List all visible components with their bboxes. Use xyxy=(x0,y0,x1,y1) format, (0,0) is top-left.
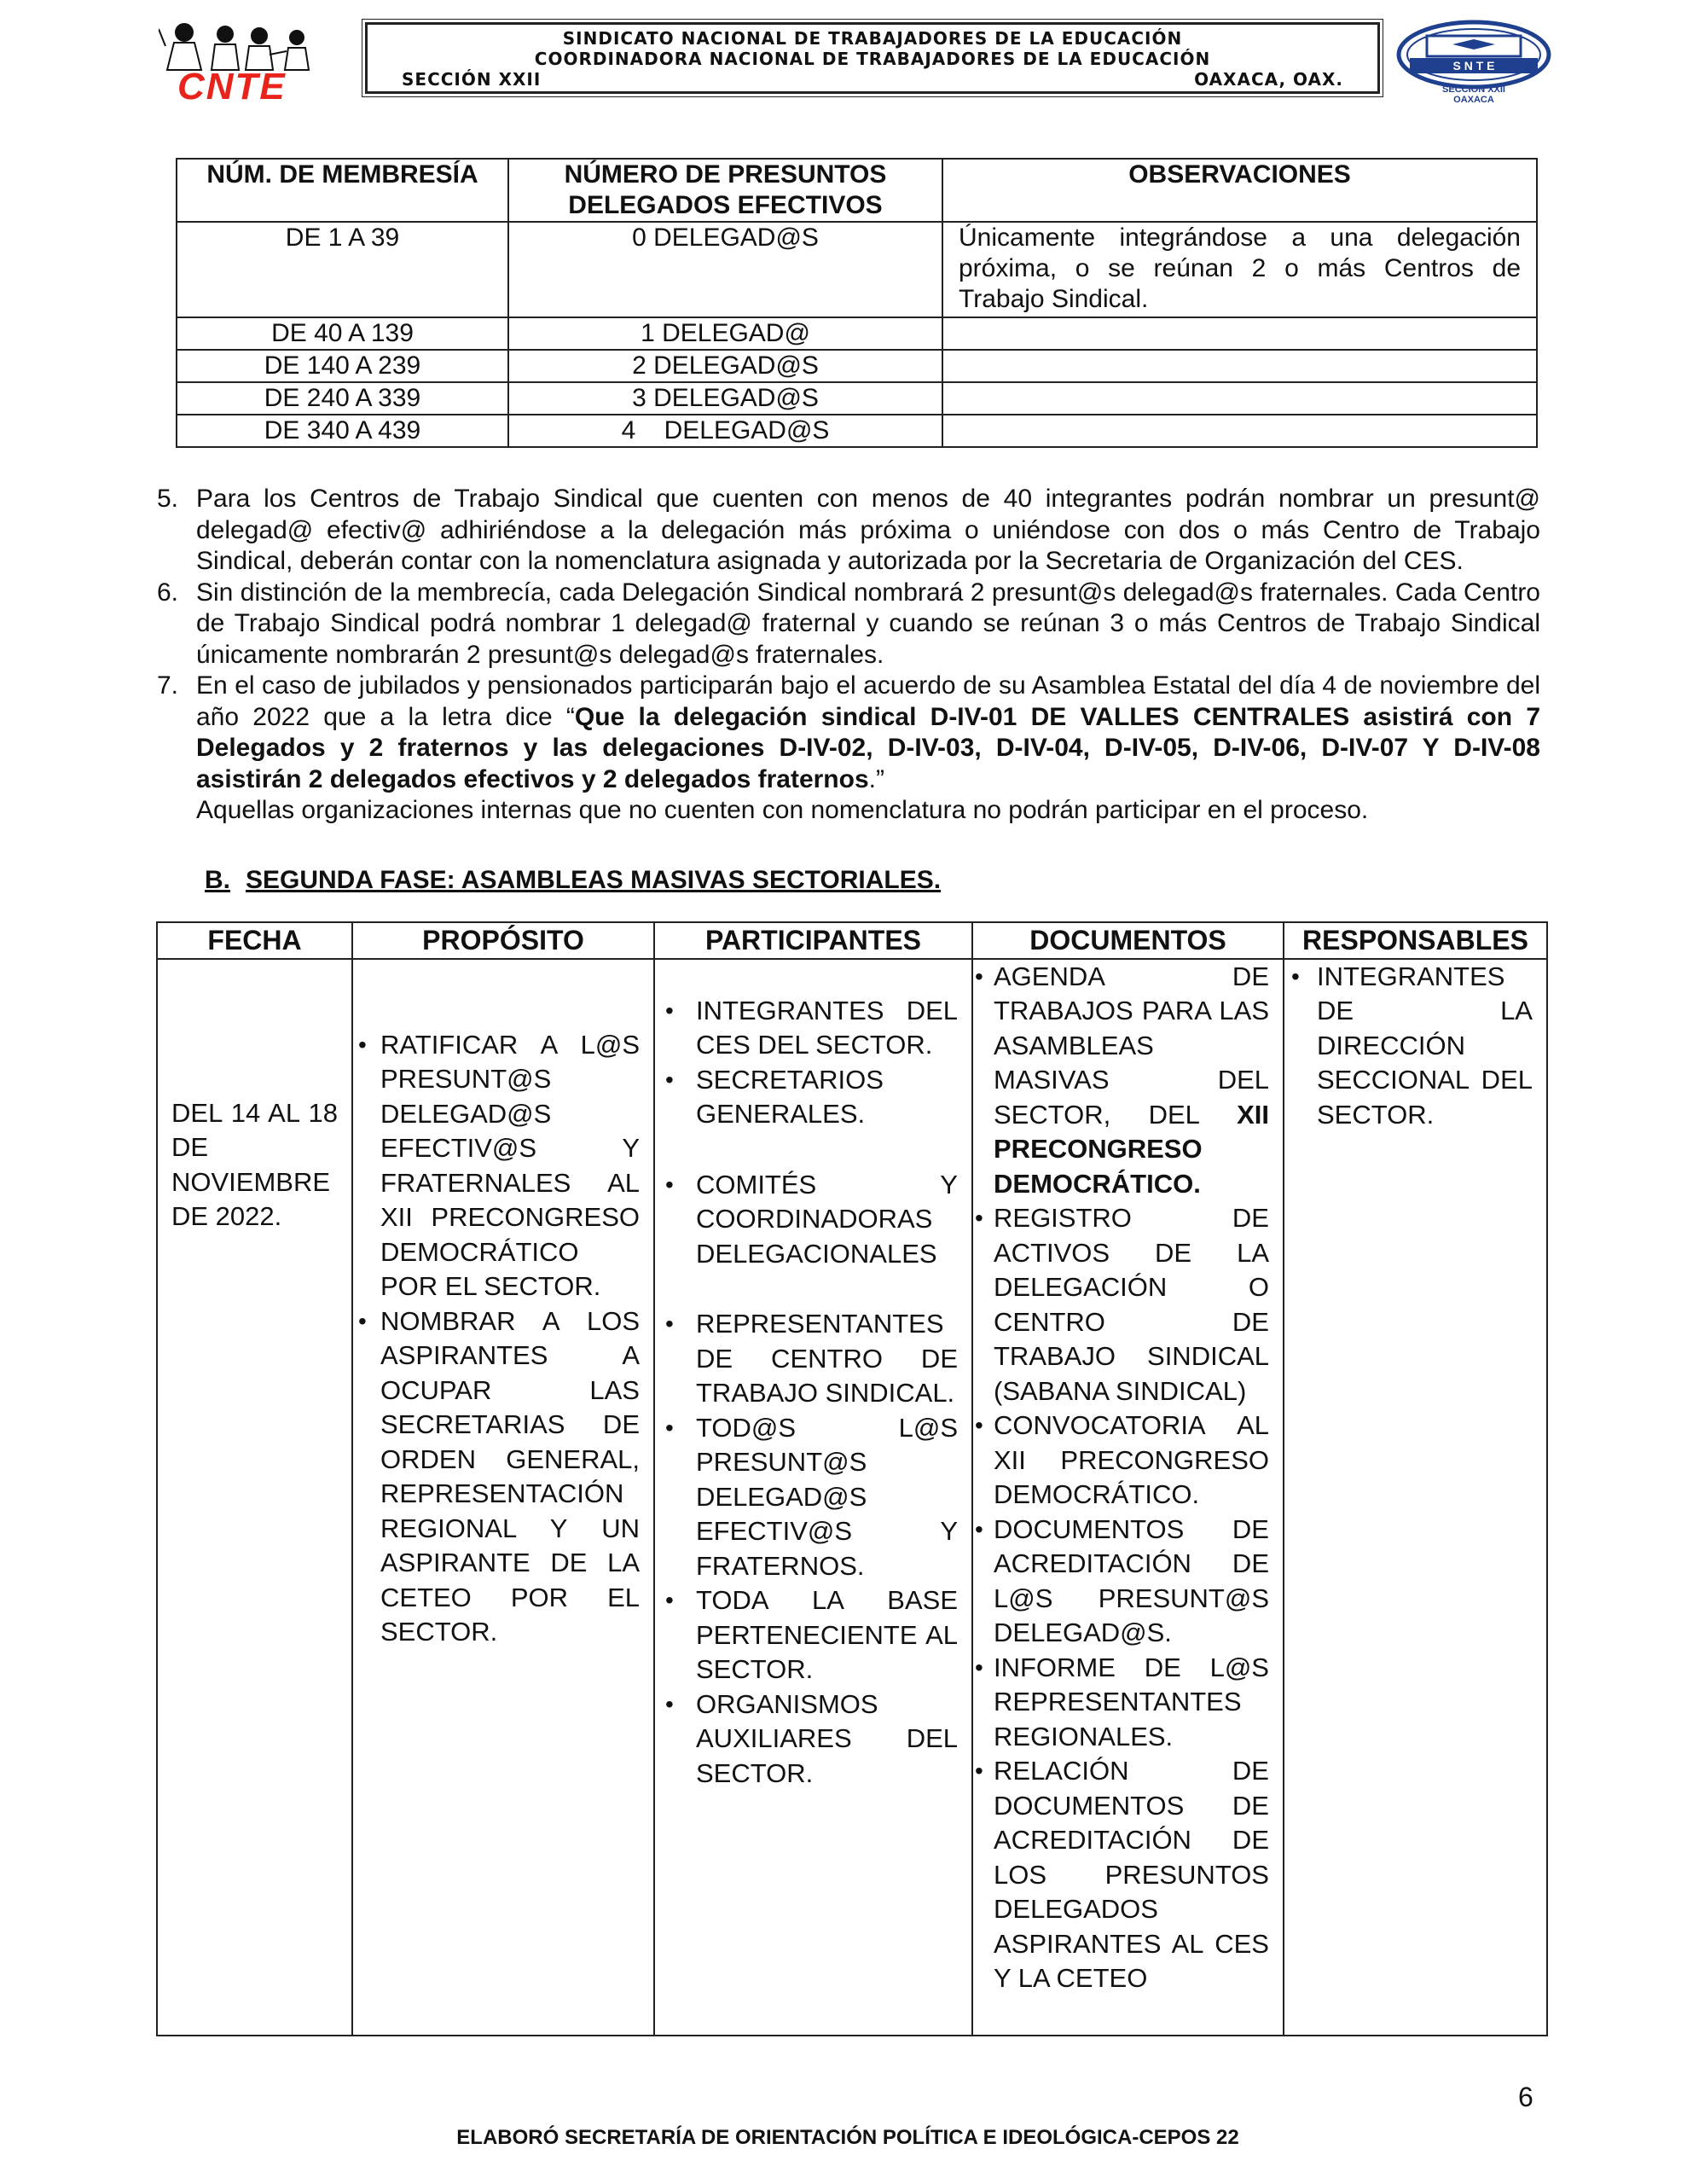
table-cell: DE 340 A 439 xyxy=(177,415,508,447)
item-text: En el caso de jubilados y pensionados participarán bajo el acuerdo de su Asamblea Estatal del día 4 de noviembre del año 2022 que a la letra dice “ xyxy=(196,671,1540,731)
snte-logo xyxy=(1393,19,1563,108)
table-header-row xyxy=(157,922,1547,959)
table-cell: DE 1 A 39 xyxy=(177,222,508,317)
fecha-text: DEL 14 AL 18 DE NOVIEMBRE DE 2022. xyxy=(171,1097,338,1231)
table-cell xyxy=(942,317,1537,350)
table-row xyxy=(157,959,1547,2036)
list-item: • TOD@S L@S PRESUNT@S DELEGAD@S EFECTIV@S Y FRATERNOS. xyxy=(655,1411,971,1584)
table-cell: 4 DELEGAD@S xyxy=(508,415,942,447)
membership-table xyxy=(176,158,1538,448)
item-number: 5. xyxy=(157,485,179,513)
list-item: • RELACIÓN DE DOCUMENTOS DE ACREDITACIÓN DE LOS PRESUNTOS DELEGADOS ASPIRANTES AL CES Y LA CETEO xyxy=(973,1754,1283,1996)
numbered-list xyxy=(152,484,1540,827)
cnte-wordmark: CNTE xyxy=(177,66,287,107)
document-header xyxy=(152,19,1559,107)
list-item: • CONVOCATORIA AL XII PRECONGRESO DEMOCRÁTICO. xyxy=(973,1409,1283,1513)
header-line-2: COORDINADORA NACIONAL DE TRABAJADORES DE LA EDUCACIÓN xyxy=(534,49,1211,69)
proposito-list xyxy=(353,1028,653,1650)
list-item: • INTEGRANTES DEL CES DEL SECTOR. xyxy=(655,994,971,1063)
table-cell: 0 DELEGAD@S xyxy=(508,222,942,317)
section-heading xyxy=(205,865,941,896)
list-item: • TODA LA BASE PERTENECIENTE AL SECTOR. xyxy=(655,1583,971,1687)
column-header: PARTICIPANTES xyxy=(654,922,972,959)
table-cell xyxy=(942,350,1537,382)
table-cell xyxy=(942,415,1537,447)
item-number: 6. xyxy=(157,578,179,607)
documentos-list xyxy=(973,960,1283,1996)
list-item: • COMITÉS Y COORDINADORAS DELEGACIONALES xyxy=(655,1168,971,1272)
list-item xyxy=(973,960,1283,1202)
cnte-logo xyxy=(152,19,339,107)
table-cell: 3 DELEGAD@S xyxy=(508,382,942,415)
table-cell: DE 40 A 139 xyxy=(177,317,508,350)
item-text-end: .” xyxy=(868,764,884,793)
header-line-1: SINDICATO NACIONAL DE TRABAJADORES DE LA EDUCACIÓN xyxy=(562,28,1183,49)
header-line-3 xyxy=(402,69,1343,90)
item-quote-bold: Que la delegación sindical D-IV-01 DE VALLES CENTRALES asistirá con 7 Delegados y 2 fraternos y las delegaciones D-IV-02, D-IV-03, D-IV-04, D-IV-05, D-IV-06, D-IV-07 Y D-IV-08 asistirán 2 delegados efectivos y 2 delegados fraternos xyxy=(196,702,1540,793)
section-title: SEGUNDA FASE: ASAMBLEAS MASIVAS SECTORIALES. xyxy=(246,866,942,894)
table-cell: DE 140 A 239 xyxy=(177,350,508,382)
item-text: Sin distinción de la membrecía, cada Delegación Sindical nombrará 2 presunt@s delegad@s fraternales. Cada Centro de Trabajo Sindical podrá nombrar 1 delegad@ fraternal y cuando se reúnan 3 o más Centros de Trabajo Sindical únicamente nombrarán 2 presunt@s delegad@s fraternales. xyxy=(196,578,1540,669)
phase-table xyxy=(156,921,1548,2036)
page-footer: ELABORÓ SECRETARÍA DE ORIENTACIÓN POLÍTICA E IDEOLÓGICA-CEPOS 22 xyxy=(456,2126,1239,2149)
page-number: 6 xyxy=(1518,2082,1533,2112)
documentos-cell xyxy=(972,959,1284,2036)
list-item xyxy=(152,671,1540,827)
section-letter: B. xyxy=(205,866,230,894)
column-header: FECHA xyxy=(157,922,352,959)
column-header: NÚM. DE MEMBRESÍA xyxy=(177,159,508,222)
list-item: • NOMBRAR A LOS ASPIRANTES A OCUPAR LAS SECRETARIAS DE ORDEN GENERAL, REPRESENTACIÓN REGIONAL Y UN ASPIRANTE DE LA CETEO POR EL SECTOR. xyxy=(353,1304,653,1650)
table-cell: 2 DELEGAD@S xyxy=(508,350,942,382)
table-header-row xyxy=(177,159,1537,222)
list-item xyxy=(152,578,1540,671)
item-note: Aquellas organizaciones internas que no cuenten con nomenclatura no podrán participar en el proceso. xyxy=(196,796,1369,824)
snte-logo-label: S N T E xyxy=(1452,59,1495,73)
table-row xyxy=(177,415,1537,447)
header-section: SECCIÓN XXII xyxy=(402,69,542,90)
participantes-cell xyxy=(654,959,972,2036)
responsables-cell xyxy=(1284,959,1547,2036)
proposito-cell xyxy=(352,959,654,2036)
item-number: 7. xyxy=(157,671,179,700)
table-cell xyxy=(942,382,1537,415)
table-row xyxy=(177,382,1537,415)
list-item: • RATIFICAR A L@S PRESUNT@S DELEGAD@S EFECTIV@S Y FRATERNALES AL XII PRECONGRESO DEMOCRÁTICO POR EL SECTOR. xyxy=(353,1028,653,1304)
table-row xyxy=(177,222,1537,317)
table-cell: Únicamente integrándose a una delegación próxima, o se reúnan 2 o más Centros de Trabajo Sindical. xyxy=(942,222,1537,317)
header-title-box xyxy=(365,22,1380,94)
table-cell: 1 DELEGAD@ xyxy=(508,317,942,350)
column-header: OBSERVACIONES xyxy=(942,159,1537,222)
list-item: • SECRETARIOS GENERALES. xyxy=(655,1063,971,1132)
doc-text-bold: XII PRECONGRESO DEMOCRÁTICO. xyxy=(994,1099,1269,1199)
column-header: NÚMERO DE PRESUNTOS DELEGADOS EFECTIVOS xyxy=(508,159,942,222)
item-text: Para los Centros de Trabajo Sindical que cuenten con menos de 40 integrantes podrán nombrar un presunt@ delegad@ efectiv@ adhiriéndose a la delegación más próxima o uniéndose con dos o más Centro de Trabajo Sindical, deberán contar con la nomenclatura asignada y autorizada por la Secretaria de Organización del CES. xyxy=(196,485,1540,575)
list-item: • ORGANISMOS AUXILIARES DEL SECTOR. xyxy=(655,1687,971,1792)
list-item: • DOCUMENTOS DE ACREDITACIÓN DE L@S PRESUNT@S DELEGAD@S. xyxy=(973,1513,1283,1651)
list-item: • INTEGRANTES DE LA DIRECCIÓN SECCIONAL DEL SECTOR. xyxy=(1284,960,1546,1133)
participantes-list xyxy=(655,994,971,1792)
doc-text: AGENDA DE TRABAJOS PARA LAS ASAMBLEAS MASIVAS DEL SECTOR, DEL xyxy=(994,961,1269,1130)
header-location: OAXACA, OAX. xyxy=(1194,69,1343,90)
snte-emblem-icon xyxy=(1393,19,1563,108)
list-item: • INFORME DE L@S REPRESENTANTES REGIONALES. xyxy=(973,1651,1283,1755)
column-header: RESPONSABLES xyxy=(1284,922,1547,959)
snte-logo-state: OAXACA xyxy=(1453,95,1494,105)
table-cell: DE 240 A 339 xyxy=(177,382,508,415)
column-header: DOCUMENTOS xyxy=(972,922,1284,959)
table-row xyxy=(177,317,1537,350)
table-row xyxy=(177,350,1537,382)
column-header: PROPÓSITO xyxy=(352,922,654,959)
list-item: • REGISTRO DE ACTIVOS DE LA DELEGACIÓN O CENTRO DE TRABAJO SINDICAL (SABANA SINDICAL) xyxy=(973,1201,1283,1409)
list-item xyxy=(152,484,1540,578)
list-item: • REPRESENTANTES DE CENTRO DE TRABAJO SINDICAL. xyxy=(655,1307,971,1411)
fecha-cell xyxy=(157,959,352,2036)
snte-logo-section: SECCION XXII xyxy=(1442,84,1505,95)
responsables-list xyxy=(1284,960,1546,1133)
